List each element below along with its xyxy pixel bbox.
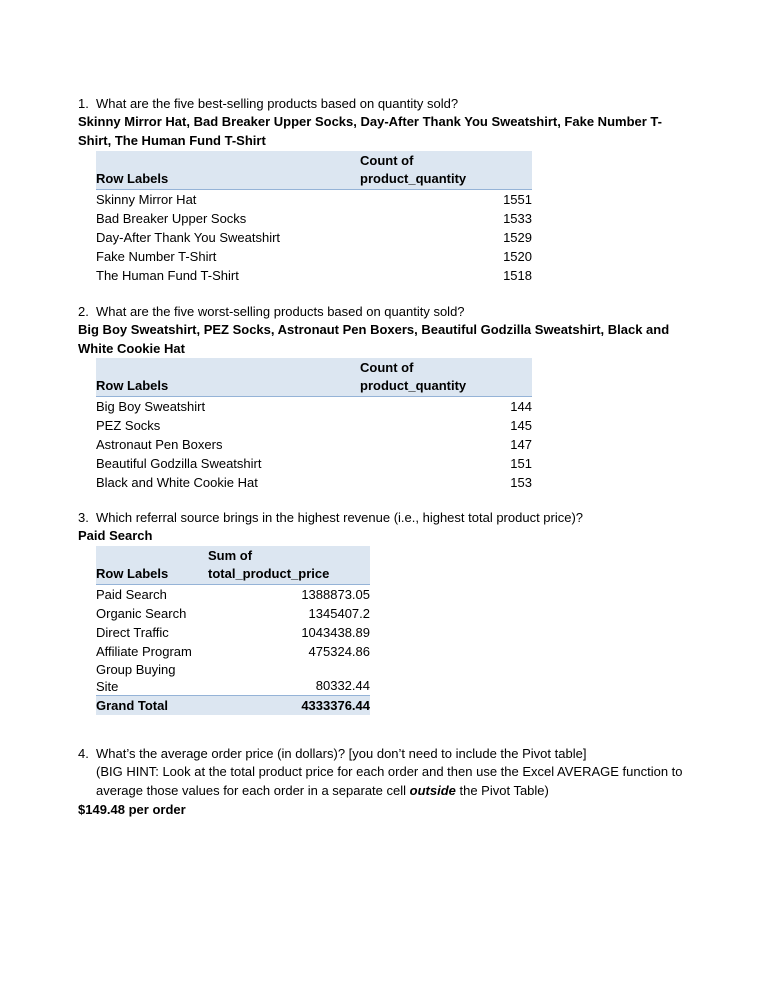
table-row	[96, 266, 532, 285]
header-count-line1: Count of	[360, 360, 414, 375]
row-value: 145	[510, 418, 532, 433]
row-value: 1551	[503, 192, 532, 207]
row-label: Big Boy Sweatshirt	[96, 399, 206, 414]
row-label: PEZ Socks	[96, 418, 161, 433]
table-row	[96, 228, 532, 247]
row-value: 147	[510, 437, 532, 452]
row-value: 475324.86	[308, 644, 370, 659]
table-row	[96, 209, 532, 228]
pivot-table-1	[96, 151, 532, 285]
row-label: Astronaut Pen Boxers	[96, 437, 223, 452]
table-row	[96, 190, 532, 210]
header-sum-line1: Sum of	[208, 548, 253, 563]
pivot-header-row	[96, 546, 370, 585]
header-count-line2: product_quantity	[360, 378, 467, 393]
hint-text-after: the Pivot Table)	[455, 783, 549, 798]
header-row-labels: Row Labels	[96, 546, 208, 585]
table-row	[96, 247, 532, 266]
answer-1: Skinny Mirror Hat, Bad Breaker Upper Socks, Day-After Thank You Sweatshirt, Fake Number T-Shirt, The Human Fund T-Shirt	[78, 114, 662, 148]
header-sum	[208, 546, 370, 585]
answer-2: Big Boy Sweatshirt, PEZ Socks, Astronaut Pen Boxers, Beautiful Godzilla Sweatshirt, Black and White Cookie Hat	[78, 322, 670, 356]
hint-text-before: (BIG HINT: Look at the total product price for each order and then use the Excel AVERAGE function to average those values for each order in a separate cell	[96, 764, 683, 798]
pivot-table-2	[96, 358, 532, 492]
row-value: 1529	[503, 230, 532, 245]
table-row	[96, 454, 532, 473]
row-value: 1345407.2	[308, 606, 370, 621]
question-2-text: What are the five worst-selling products based on quantity sold?	[96, 304, 465, 319]
question-1-number: 1.	[78, 96, 89, 111]
question-4	[78, 745, 586, 764]
question-4-hint	[96, 762, 696, 800]
table-row	[96, 623, 370, 642]
row-label: Bad Breaker Upper Socks	[96, 211, 247, 226]
row-label: Direct Traffic	[96, 625, 169, 640]
row-label: Fake Number T-Shirt	[96, 249, 217, 264]
grand-total-row	[96, 696, 370, 716]
row-value: 1520	[503, 249, 532, 264]
row-label-line2: Site	[96, 679, 119, 694]
row-value: 151	[510, 456, 532, 471]
table-row	[96, 416, 532, 435]
row-label: Organic Search	[96, 606, 187, 621]
question-3-number: 3.	[78, 510, 89, 525]
row-label	[96, 661, 208, 696]
header-row-labels: Row Labels	[96, 151, 360, 190]
table-row	[96, 435, 532, 454]
header-count	[360, 151, 532, 190]
question-2-number: 2.	[78, 304, 89, 319]
row-label: Paid Search	[96, 587, 167, 602]
grand-total-value: 4333376.44	[208, 696, 370, 716]
answer-3: Paid Search	[78, 528, 153, 543]
row-value: 1388873.05	[301, 587, 370, 602]
question-3-text: Which referral source brings in the highest revenue (i.e., highest total product price)?	[96, 510, 584, 525]
answer-4: $149.48 per order	[78, 802, 186, 817]
table-row	[96, 397, 532, 417]
pivot-header-row	[96, 151, 532, 190]
question-4-number: 4.	[78, 746, 89, 761]
header-sum-line2: total_product_price	[208, 566, 330, 581]
question-4-text: What’s the average order price (in dollars)? [you don’t need to include the Pivot table]	[96, 746, 587, 761]
table-row	[96, 642, 370, 661]
question-1	[78, 95, 458, 114]
table-row	[96, 661, 370, 696]
row-label: Day-After Thank You Sweatshirt	[96, 230, 281, 245]
header-count-line1: Count of	[360, 153, 414, 168]
row-label: Affiliate Program	[96, 644, 192, 659]
header-row-labels: Row Labels	[96, 358, 360, 397]
row-label: Skinny Mirror Hat	[96, 192, 197, 207]
question-1-text: What are the five best-selling products based on quantity sold?	[96, 96, 459, 111]
row-value: 1043438.89	[301, 625, 370, 640]
pivot-header-row	[96, 358, 532, 397]
row-value: 80332.44	[315, 678, 370, 693]
table-row	[96, 604, 370, 623]
row-value: 153	[510, 475, 532, 490]
row-label-line1: Group Buying	[96, 662, 176, 677]
row-value: 1533	[503, 211, 532, 226]
table-row	[96, 585, 370, 605]
row-label: Beautiful Godzilla Sweatshirt	[96, 456, 262, 471]
header-count	[360, 358, 532, 397]
row-value: 144	[510, 399, 532, 414]
pivot-table-3	[96, 546, 370, 715]
row-label: The Human Fund T-Shirt	[96, 268, 239, 283]
header-count-line2: product_quantity	[360, 171, 467, 186]
grand-total-label: Grand Total	[96, 696, 208, 716]
question-2	[78, 303, 465, 322]
row-label: Black and White Cookie Hat	[96, 475, 258, 490]
row-value: 1518	[503, 268, 532, 283]
hint-emphasis: outside	[409, 783, 456, 798]
question-3	[78, 509, 583, 528]
table-row	[96, 473, 532, 492]
